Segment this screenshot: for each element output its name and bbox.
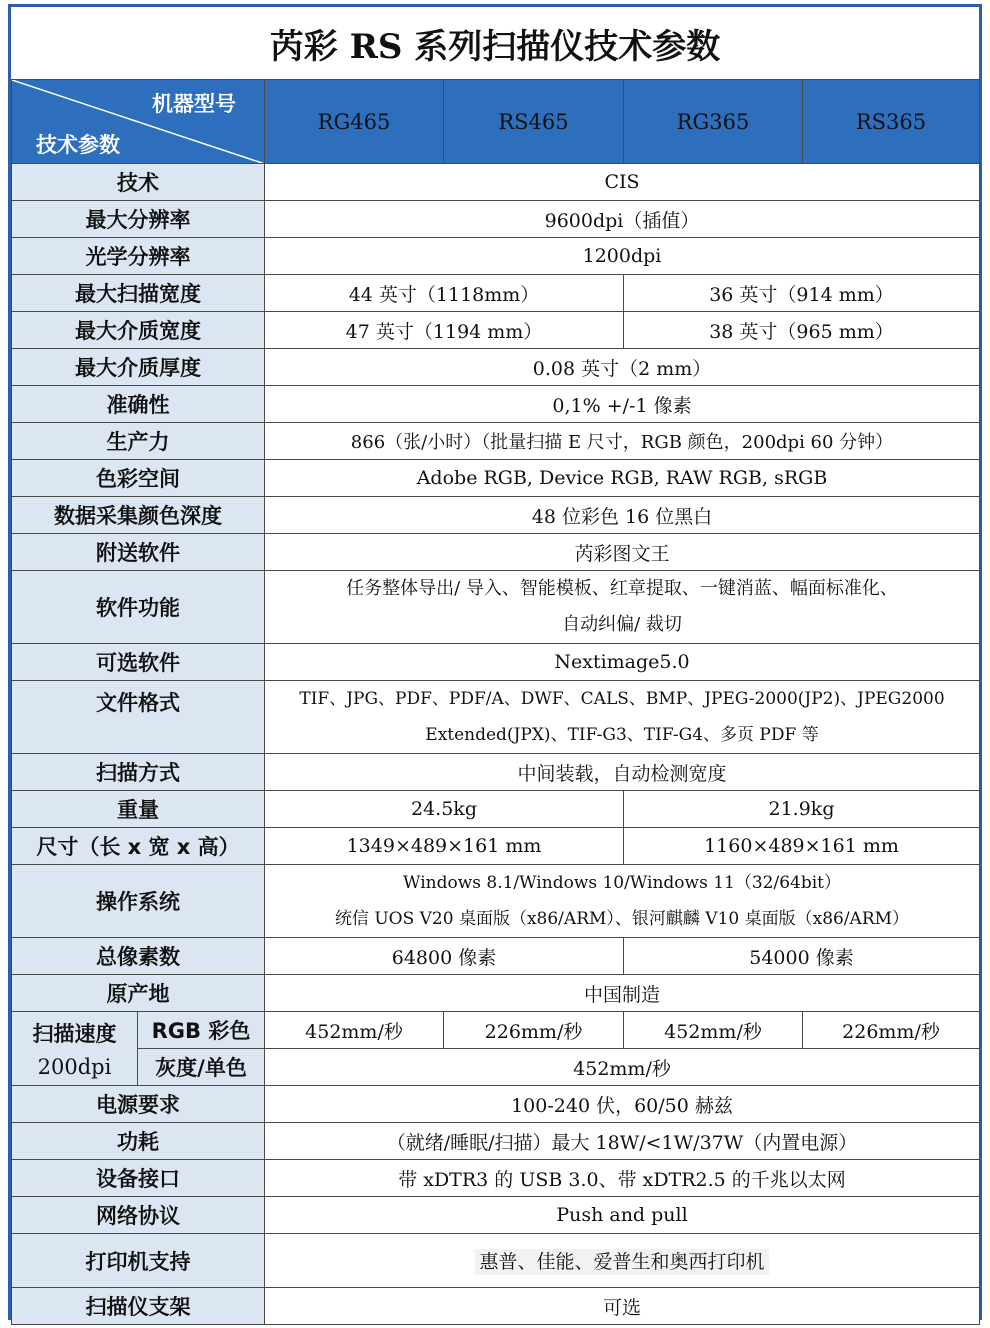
- row-label: 重量: [12, 791, 265, 828]
- row-label: 电源要求: [12, 1086, 265, 1123]
- speed-rgb-rg365: 452mm/秒: [624, 1012, 803, 1049]
- table-row: [12, 938, 980, 975]
- row-value: [265, 681, 980, 754]
- row-label: 软件功能: [12, 571, 265, 644]
- row-value: 0,1% +/-1 像素: [265, 386, 980, 423]
- printer-support-text: 惠普、佳能、爱普生和奥西打印机: [475, 1249, 768, 1275]
- row-label: 可选软件: [12, 644, 265, 681]
- table-row: [12, 460, 980, 497]
- table-row: [12, 975, 980, 1012]
- table-row: [12, 312, 980, 349]
- row-value-465: 44 英寸（1118mm）: [265, 275, 624, 312]
- row-label: 附送软件: [12, 534, 265, 571]
- row-value-365: 21.9kg: [624, 791, 980, 828]
- table-row: [12, 1049, 980, 1086]
- row-label: 打印机支持: [12, 1234, 265, 1288]
- row-label: 文件格式: [12, 681, 265, 754]
- row-value-line: TIF、JPG、PDF、PDF/A、DWF、CALS、BMP、JPEG-2000(JP2)、JPEG2000: [299, 689, 945, 709]
- table-row: [12, 201, 980, 238]
- table-row: [12, 681, 980, 754]
- table-row: [12, 497, 980, 534]
- table-row: [12, 1012, 980, 1049]
- table-row: [12, 1086, 980, 1123]
- row-value-365: 38 英寸（965 mm）: [624, 312, 980, 349]
- row-label: 最大介质宽度: [12, 312, 265, 349]
- row-label: 扫描仪支架: [12, 1288, 265, 1325]
- row-value: [265, 1234, 980, 1288]
- row-label: 扫描方式: [12, 754, 265, 791]
- speed-label-top: 扫描速度: [12, 1012, 138, 1049]
- row-value-line: Windows 8.1/Windows 10/Windows 11（32/64bit）: [403, 873, 841, 893]
- table-header-row: [12, 80, 980, 164]
- row-value: 100-240 伏，60/50 赫兹: [265, 1086, 980, 1123]
- table-row: [12, 275, 980, 312]
- row-value-365: 1160×489×161 mm: [624, 828, 980, 865]
- table-row: [12, 791, 980, 828]
- table-row: [12, 1123, 980, 1160]
- table-row: [12, 164, 980, 201]
- row-value: CIS: [265, 164, 980, 201]
- row-value: 带 xDTR3 的 USB 3.0、带 xDTR2.5 的千兆以太网: [265, 1160, 980, 1197]
- row-label: 最大扫描宽度: [12, 275, 265, 312]
- row-value: Nextimage5.0: [265, 644, 980, 681]
- table-row: [12, 865, 980, 938]
- row-value: 866（张/小时）（批量扫描 E 尺寸，RGB 颜色，200dpi 60 分钟）: [265, 423, 980, 460]
- speed-gray-label: 灰度/单色: [138, 1049, 265, 1086]
- row-value: 芮彩图文王: [265, 534, 980, 571]
- model-rg465: RG465: [265, 80, 444, 164]
- row-label: 网络协议: [12, 1197, 265, 1234]
- row-value: （就绪/睡眠/扫描）最大 18W/<1W/37W（内置电源）: [265, 1123, 980, 1160]
- row-value-365: 54000 像素: [624, 938, 980, 975]
- speed-gray-value: 452mm/秒: [265, 1049, 980, 1086]
- row-label: 准确性: [12, 386, 265, 423]
- row-value-465: 24.5kg: [265, 791, 624, 828]
- row-value: 1200dpi: [265, 238, 980, 275]
- row-value-line: 任务整体导出/ 导入、智能模板、红章提取、一键消蓝、幅面标准化、: [346, 578, 898, 599]
- speed-rgb-label: RGB 彩色: [138, 1012, 265, 1049]
- row-label: 尺寸（长 x 宽 x 高）: [12, 828, 265, 865]
- row-label: 最大介质厚度: [12, 349, 265, 386]
- table-row: [12, 1197, 980, 1234]
- speed-rgb-rg465: 452mm/秒: [265, 1012, 444, 1049]
- page-title: 芮彩 RS 系列扫描仪技术参数: [11, 7, 979, 82]
- row-value-465: 47 英寸（1194 mm）: [265, 312, 624, 349]
- row-value-465: 1349×489×161 mm: [265, 828, 624, 865]
- row-value-line: Extended(JPX)、TIF-G3、TIF-G4、多页 PDF 等: [425, 725, 819, 745]
- row-value: [265, 571, 980, 644]
- row-label: 功耗: [12, 1123, 265, 1160]
- row-label: 数据采集颜色深度: [12, 497, 265, 534]
- table-row: [12, 386, 980, 423]
- row-label: 色彩空间: [12, 460, 265, 497]
- row-value: 可选: [265, 1288, 980, 1325]
- model-rs365: RS365: [803, 80, 980, 164]
- row-label: 设备接口: [12, 1160, 265, 1197]
- table-row: [12, 1288, 980, 1325]
- row-value-465: 64800 像素: [265, 938, 624, 975]
- row-value: 中间装载，自动检测宽度: [265, 754, 980, 791]
- row-label: 原产地: [12, 975, 265, 1012]
- table-row: [12, 644, 980, 681]
- model-rs465: RS465: [444, 80, 624, 164]
- row-value: Adobe RGB, Device RGB, RAW RGB, sRGB: [265, 460, 980, 497]
- table-row: [12, 1160, 980, 1197]
- spec-header-label: 技术参数: [36, 133, 120, 157]
- row-label: 总像素数: [12, 938, 265, 975]
- row-value: [265, 865, 980, 938]
- table-row: [12, 423, 980, 460]
- model-rg365: RG365: [624, 80, 803, 164]
- spec-sheet: [8, 4, 982, 1320]
- row-label: 生产力: [12, 423, 265, 460]
- spec-table: [11, 79, 980, 1325]
- table-row: [12, 349, 980, 386]
- table-row: [12, 571, 980, 644]
- row-value: 0.08 英寸（2 mm）: [265, 349, 980, 386]
- header-corner: [12, 80, 265, 164]
- row-label: 光学分辨率: [12, 238, 265, 275]
- speed-rgb-rs465: 226mm/秒: [444, 1012, 624, 1049]
- row-value: 中国制造: [265, 975, 980, 1012]
- row-label: 操作系统: [12, 865, 265, 938]
- row-value: Push and pull: [265, 1197, 980, 1234]
- table-row: [12, 754, 980, 791]
- model-header-label: 机器型号: [152, 92, 236, 116]
- row-value-line: 统信 UOS V20 桌面版（x86/ARM）、银河麒麟 V10 桌面版（x86/ARM）: [334, 909, 910, 929]
- speed-label-bottom: 200dpi: [12, 1049, 138, 1086]
- row-label: 最大分辨率: [12, 201, 265, 238]
- row-value: 48 位彩色 16 位黑白: [265, 497, 980, 534]
- table-row: [12, 1234, 980, 1288]
- row-value-line: 自动纠偏/ 裁切: [562, 614, 682, 635]
- table-row: [12, 534, 980, 571]
- table-row: [12, 238, 980, 275]
- speed-rgb-rs365: 226mm/秒: [803, 1012, 980, 1049]
- row-label: 技术: [12, 164, 265, 201]
- row-value: 9600dpi（插值）: [265, 201, 980, 238]
- row-value-365: 36 英寸（914 mm）: [624, 275, 980, 312]
- table-row: [12, 828, 980, 865]
